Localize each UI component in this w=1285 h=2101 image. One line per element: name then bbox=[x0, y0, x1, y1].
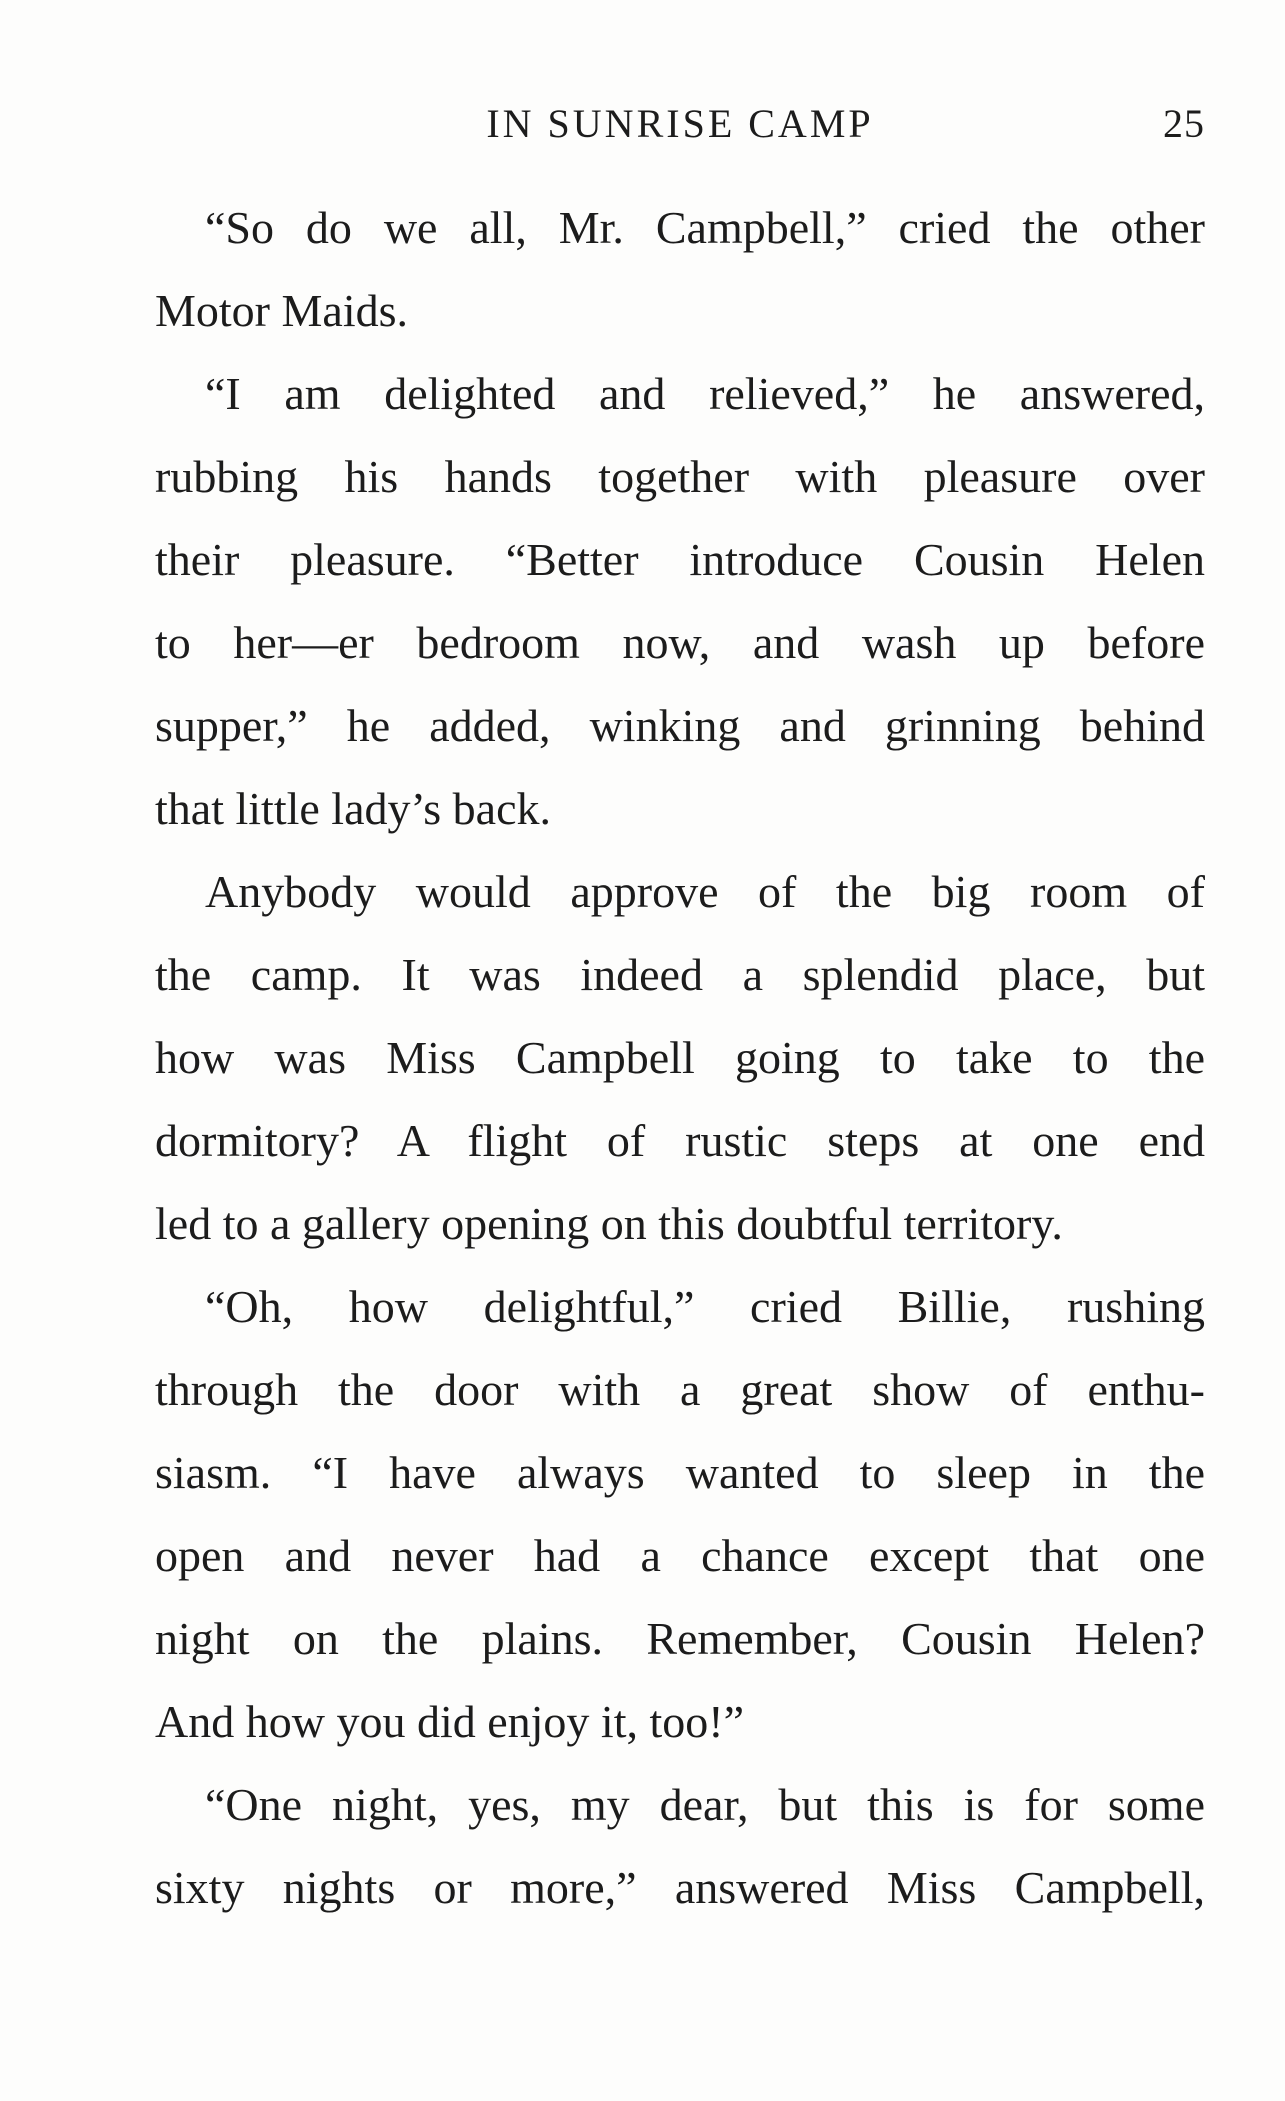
text-line: Anybody would approve of the big room of bbox=[205, 866, 1205, 917]
text-line: And how you did enjoy it, too!” bbox=[155, 1696, 744, 1747]
text-line: dormitory? A flight of rustic steps at one end bbox=[155, 1115, 1205, 1166]
text-line: “Oh, how delightful,” cried Billie, rushing bbox=[205, 1281, 1205, 1332]
text-line: supper,” he added, winking and grinning behind bbox=[155, 700, 1205, 751]
text-line: “I am delighted and relieved,” he answered, bbox=[205, 368, 1205, 419]
text-line: to her—er bedroom now, and wash up before bbox=[155, 617, 1205, 668]
running-title: IN SUNRISE CAMP bbox=[486, 101, 874, 146]
text-line: siasm. “I have always wanted to sleep in the bbox=[155, 1447, 1205, 1498]
text-line: open and never had a chance except that one bbox=[155, 1530, 1205, 1581]
running-head bbox=[155, 100, 1205, 160]
text-line: their pleasure. “Better introduce Cousin Helen bbox=[155, 534, 1205, 585]
page-number: 25 bbox=[1163, 101, 1205, 146]
text-line: sixty nights or more,” answered Miss Campbell, bbox=[155, 1862, 1205, 1913]
text-line: night on the plains. Remember, Cousin Helen? bbox=[155, 1613, 1205, 1664]
text-line: the camp. It was indeed a splendid place, but bbox=[155, 949, 1205, 1000]
text-line: Motor Maids. bbox=[155, 285, 408, 336]
text-line: how was Miss Campbell going to take to the bbox=[155, 1032, 1205, 1083]
text-line: through the door with a great show of enthu- bbox=[155, 1364, 1205, 1415]
text-line: “One night, yes, my dear, but this is for some bbox=[205, 1779, 1205, 1830]
body-text bbox=[155, 186, 1205, 1929]
text-line: led to a gallery opening on this doubtful territory. bbox=[155, 1198, 1063, 1249]
text-line: “So do we all, Mr. Campbell,” cried the other bbox=[205, 202, 1205, 253]
text-line: that little lady’s back. bbox=[155, 783, 552, 834]
text-line: rubbing his hands together with pleasure over bbox=[155, 451, 1205, 502]
